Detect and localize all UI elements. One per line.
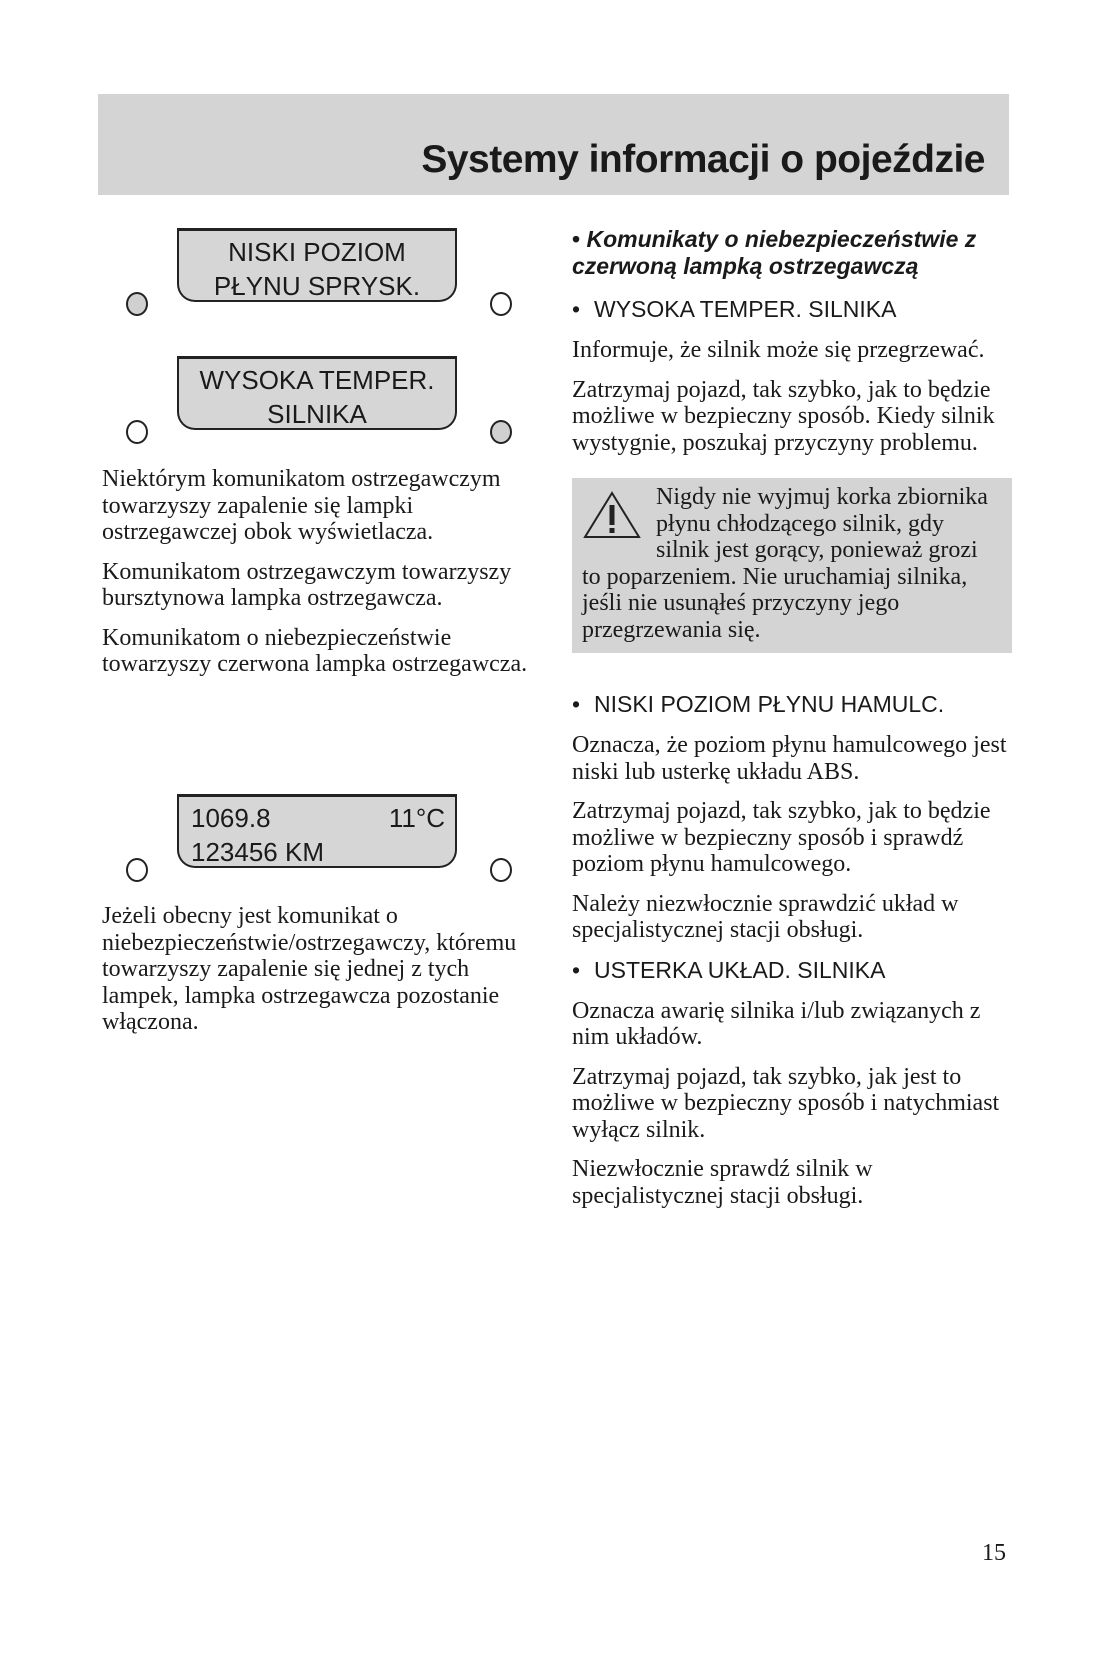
trip-value: 1069.8 — [191, 803, 271, 833]
warning-text: Nigdy nie wyjmuj korka zbiornika płynu chłodzącego silnik, gdy silnik jest gorący, ponieważ grozi to poparzeniem. Nie uruchamiaj silnika, jeśli nie usunąłeś przyczyny jego przegrzewania się. — [582, 484, 988, 643]
display-washer-fluid — [177, 228, 457, 302]
section-header — [98, 94, 1009, 195]
warning-triangle-icon — [582, 490, 642, 540]
warning-lamp-right — [490, 858, 512, 882]
display-engine-temp — [177, 356, 457, 430]
warning-box — [572, 478, 1012, 653]
display-line: SILNIKA — [267, 399, 367, 429]
display-line: PŁYNU SPRYSK. — [213, 271, 421, 301]
warning-lamp-right — [490, 420, 512, 444]
section-heading: • Komunikaty o niebezpieczeństwie z czerwoną lampką ostrzegawczą — [572, 226, 977, 279]
paragraph: Jeżeli obecny jest komunikat o niebezpieczeństwie/ostrzegawczy, któremu towarzyszy zapalenie się jednej z tych lampek, lampka ostrzegawcza pozostanie włączona. — [102, 903, 517, 1035]
warning-lamp-left — [126, 420, 148, 444]
paragraph: Komunikatom ostrzegawczym towarzyszy bursztynowa lampka ostrzegawcza. — [102, 558, 512, 611]
right-column — [572, 226, 1012, 1222]
message-title: • WYSOKA TEMPER. SILNIKA — [572, 296, 897, 322]
warning-lamp-left — [126, 858, 148, 882]
paragraph: Zatrzymaj pojazd, tak szybko, jak to będzie możliwe w bezpieczny sposób. Kiedy silnik wystygnie, poszukaj przyczyny problemu. — [572, 376, 995, 456]
paragraph: Należy niezwłocznie sprawdzić układ w specjalistycznej stacji obsługi. — [572, 890, 959, 943]
paragraph: Informuje, że silnik może się przegrzewać. — [572, 337, 985, 363]
paragraph: Oznacza awarię silnika i/lub związanych z nim układów. — [572, 997, 981, 1050]
display-line: NISKI POZIOM — [228, 237, 406, 267]
left-intro — [102, 466, 542, 691]
paragraph: Niezwłocznie sprawdź silnik w specjalistycznej stacji obsługi. — [572, 1156, 873, 1209]
outside-temp: 11°C — [388, 803, 445, 833]
warning-lamp-right — [490, 292, 512, 316]
display-line: WYSOKA TEMPER. — [199, 365, 435, 395]
paragraph: Komunikatom o niebezpieczeństwie towarzyszy czerwona lampka ostrzegawcza. — [102, 624, 528, 677]
page-title: Systemy informacji o pojeździe — [421, 138, 985, 181]
message-title: • USTERKA UKŁAD. SILNIKA — [572, 956, 886, 983]
paragraph: Zatrzymaj pojazd, tak szybko, jak jest to możliwe w bezpieczny sposób i natychmiast wyłącz silnik. — [572, 1063, 1000, 1143]
paragraph: Niektórym komunikatom ostrzegawczym towarzyszy zapalenie się lampki ostrzegawczej obok wyświetlacza. — [102, 466, 501, 545]
message-title: • NISKI POZIOM PŁYNU HAMULC. — [572, 691, 945, 717]
left-note — [102, 903, 542, 1049]
paragraph: Oznacza, że poziom płynu hamulcowego jest niski lub usterkę układu ABS. — [572, 732, 1007, 785]
odometer-value: 123456 KM — [191, 837, 324, 867]
warning-lamp-left — [126, 292, 148, 316]
paragraph: Zatrzymaj pojazd, tak szybko, jak to będzie możliwe w bezpieczny sposób i sprawdź poziom płynu hamulcowego. — [572, 798, 991, 877]
display-trip — [177, 794, 457, 868]
page-number: 15 — [982, 1540, 1006, 1566]
